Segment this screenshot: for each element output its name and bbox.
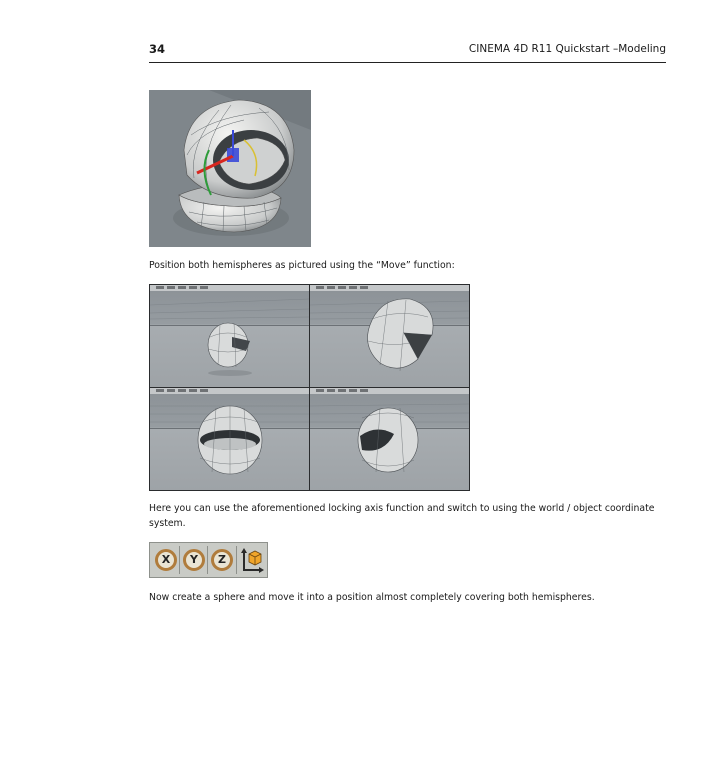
viewport-top-left (150, 285, 309, 387)
hemispheres-move-figure (149, 90, 311, 247)
running-title: CINEMA 4D R11 Quickstart –Modeling (468, 43, 666, 55)
sphere-front-view (150, 388, 309, 490)
viewport-bottom-left (150, 388, 309, 490)
page-number: 34 (149, 42, 166, 56)
instruction-position-hemispheres: Position both hemispheres as pictured using the “Move” function: (149, 260, 455, 271)
sphere-perspective-view (310, 388, 469, 490)
instruction-create-sphere: Now create a sphere and move it into a position almost completely covering both hemispheres. (149, 592, 595, 603)
viewport-bottom-right (310, 388, 469, 490)
hemispheres-illustration (149, 90, 311, 247)
z-axis-lock-icon[interactable]: Z (211, 549, 233, 571)
x-axis-lock-icon[interactable]: X (155, 549, 177, 571)
viewport-top-right (310, 285, 469, 387)
four-viewport-figure (149, 284, 470, 491)
y-axis-lock-icon[interactable]: Y (183, 549, 205, 571)
instruction-locking-axis: Here you can use the aforementioned locking axis function and switch to using the world / object coordinate system. (149, 503, 655, 529)
page-header (149, 42, 666, 63)
sphere-wedge-view (310, 285, 469, 387)
sphere-open-mouth-view (150, 285, 309, 387)
world-object-coordinate-system-icon[interactable] (240, 546, 266, 574)
axis-lock-toolbar (149, 542, 268, 578)
